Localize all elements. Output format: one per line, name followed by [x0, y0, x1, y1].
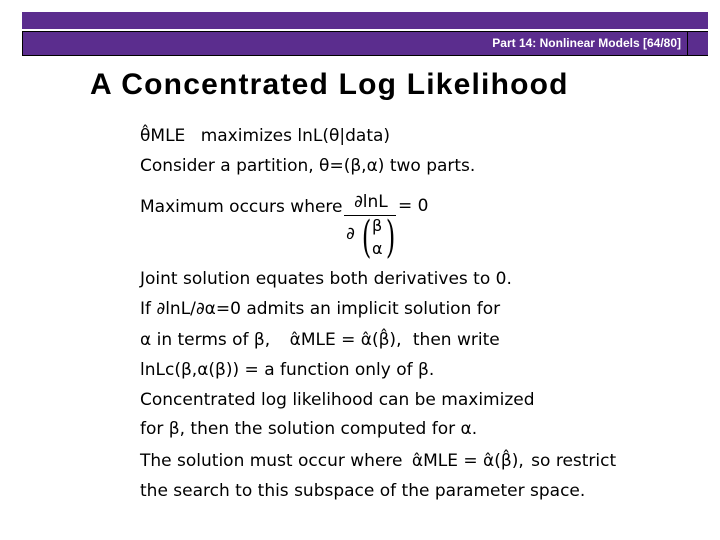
- line1-text: maximizes lnL(θ|data): [200, 126, 391, 146]
- line3-text: Maximum occurs where: [140, 197, 343, 217]
- top-accent-bar: [22, 12, 708, 29]
- left-paren: (: [361, 212, 372, 263]
- line10-post: so restrict: [531, 451, 617, 471]
- body-line-10: [140, 451, 616, 471]
- body-line-6: [140, 330, 500, 350]
- alpha-mle-equation-2: α̂MLE = α̂(β̂),: [411, 451, 524, 471]
- line6-pre: α in terms of β,: [140, 330, 271, 350]
- body-line-9: for β, then the solution computed for α.: [140, 419, 478, 439]
- slide-header-text: Part 14: Nonlinear Models [64/80]: [492, 36, 681, 50]
- partial-derivative-fraction: [340, 192, 400, 262]
- fraction-denominator-partial: ∂: [346, 224, 355, 244]
- theta-mle-symbol: θ̂MLE: [140, 126, 186, 146]
- header-accent-square: [688, 31, 708, 56]
- body-line-4: Joint solution equates both derivatives to 0.: [140, 269, 512, 289]
- equals-zero: = 0: [398, 196, 429, 216]
- body-line-8: Concentrated log likelihood can be maximized: [140, 390, 535, 410]
- top-accent-square: [688, 12, 708, 29]
- body-line-7: lnLc(β,α(β)) = a function only of β.: [140, 360, 435, 380]
- alpha-mle-equation: α̂MLE = α̂(β̂),: [289, 330, 402, 350]
- body-line-3: [140, 197, 343, 217]
- denominator-beta: β: [372, 216, 383, 235]
- fraction-numerator: ∂lnL: [354, 192, 388, 212]
- line6-post: then write: [412, 330, 500, 350]
- slide-header-bar: [22, 31, 688, 56]
- slide-title: A Concentrated Log Likelihood: [90, 68, 569, 101]
- body-line-1: [140, 126, 390, 146]
- body-line-5: If ∂lnL/∂α=0 admits an implicit solution for: [140, 299, 501, 319]
- line10-pre: The solution must occur where: [140, 451, 403, 471]
- denominator-alpha: α: [372, 239, 383, 258]
- body-line-2: Consider a partition, θ=(β,α) two parts.: [140, 156, 476, 176]
- right-paren: ): [385, 212, 396, 263]
- body-line-11: the search to this subspace of the parameter space.: [140, 481, 586, 501]
